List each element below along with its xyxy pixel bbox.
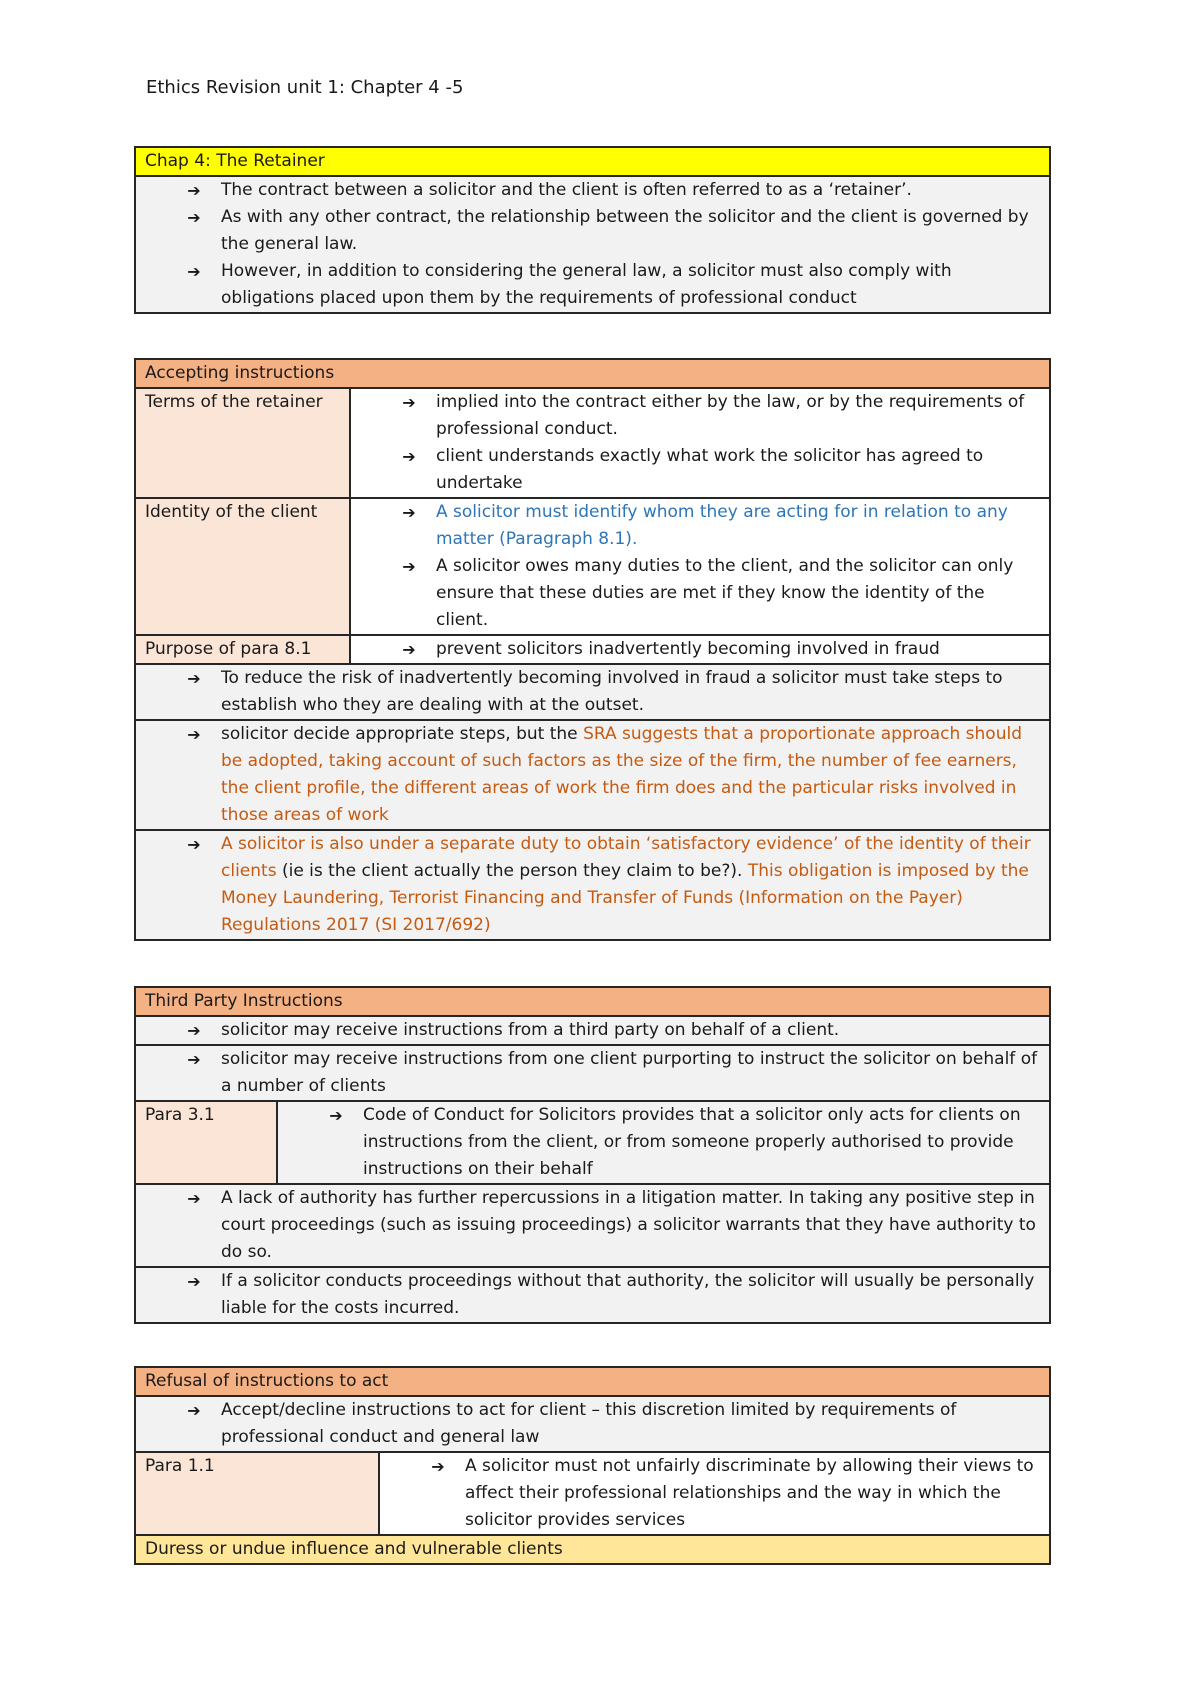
- arrow-icon: ➔: [187, 181, 201, 200]
- third-party-table: [134, 986, 1051, 1324]
- arrow-icon: ➔: [187, 835, 201, 854]
- terms-body: [350, 388, 1050, 498]
- para-1-1-body: [379, 1452, 1050, 1535]
- arrow-icon: ➔: [402, 503, 416, 522]
- third-party-heading: Third Party Instructions: [135, 987, 1050, 1016]
- third-party-row-4: [135, 1267, 1050, 1323]
- accepting-instructions-table: [134, 358, 1051, 941]
- list-item: ➔ However, in addition to considering the general law, a solicitor must also comply with obligations placed upon them by the requirements of professional conduct: [145, 258, 1040, 312]
- purpose-body: [350, 635, 1050, 664]
- retainer-body: [135, 176, 1050, 313]
- third-party-row-1: [135, 1016, 1050, 1045]
- accepting-heading: Accepting instructions: [135, 359, 1050, 388]
- list-item: ➔ client understands exactly what work the solicitor has agreed to undertake: [360, 443, 1040, 497]
- purpose-label: Purpose of para 8.1: [135, 635, 350, 664]
- arrow-icon: ➔: [402, 557, 416, 576]
- list-item: ➔ To reduce the risk of inadvertently becoming involved in fraud a solicitor must take steps to establish who they are dealing with at the outset.: [145, 665, 1040, 719]
- duress-heading: Duress or undue influence and vulnerable clients: [135, 1535, 1050, 1564]
- identity-label: Identity of the client: [135, 498, 350, 635]
- list-item: ➔ Code of Conduct for Solicitors provides that a solicitor only acts for clients on instructions from the client, or from someone properly authorised to provide instructions on their behalf: [287, 1102, 1040, 1183]
- list-item: ➔ solicitor may receive instructions from a third party on behalf of a client.: [145, 1017, 1040, 1044]
- retainer-table: [134, 146, 1051, 314]
- third-party-row-2: [135, 1045, 1050, 1101]
- steps-row: [135, 720, 1050, 830]
- evidence-row: [135, 830, 1050, 940]
- para-3-1-body: [277, 1101, 1050, 1184]
- list-item: ➔ solicitor decide appropriate steps, but the SRA suggests that a proportionate approach should be adopted, taking account of such factors as the size of the firm, the number of fee earners, the client profile, the different areas of work the firm does and the particular risks involved in those areas of work: [145, 721, 1040, 829]
- identity-body: [350, 498, 1050, 635]
- para-1-1-label: Para 1.1: [135, 1452, 379, 1535]
- arrow-icon: ➔: [187, 725, 201, 744]
- refusal-row-1: [135, 1396, 1050, 1452]
- arrow-icon: ➔: [402, 640, 416, 659]
- arrow-icon: ➔: [329, 1106, 343, 1125]
- third-party-row-3: [135, 1184, 1050, 1267]
- arrow-icon: ➔: [187, 1401, 201, 1420]
- refusal-table: [134, 1366, 1051, 1565]
- refusal-heading: Refusal of instructions to act: [135, 1367, 1050, 1396]
- page-title: Ethics Revision unit 1: Chapter 4 -5: [146, 77, 464, 98]
- arrow-icon: ➔: [187, 262, 201, 281]
- list-item: ➔ A solicitor owes many duties to the client, and the solicitor can only ensure that these duties are met if they know the identity of the client.: [360, 553, 1040, 634]
- list-item: ➔ implied into the contract either by the law, or by the requirements of professional conduct.: [360, 389, 1040, 443]
- arrow-icon: ➔: [431, 1457, 445, 1476]
- list-item: ➔ A solicitor must identify whom they are acting for in relation to any matter (Paragraph 8.1).: [360, 499, 1040, 553]
- list-item: ➔ A solicitor is also under a separate duty to obtain ‘satisfactory evidence’ of the identity of their clients (ie is the client actually the person they claim to be?). This obligation is imposed by the Money Laundering, Terrorist Financing and Transfer of Funds (Information on the Payer) Regulations 2017 (SI 2017/692): [145, 831, 1040, 939]
- list-item: ➔ Accept/decline instructions to act for client – this discretion limited by requirements of professional conduct and general law: [145, 1397, 1040, 1451]
- arrow-icon: ➔: [187, 1272, 201, 1291]
- arrow-icon: ➔: [187, 1189, 201, 1208]
- list-item: ➔ As with any other contract, the relationship between the solicitor and the client is governed by the general law.: [145, 204, 1040, 258]
- terms-label: Terms of the retainer: [135, 388, 350, 498]
- list-item: ➔ A lack of authority has further repercussions in a litigation matter. In taking any positive step in court proceedings (such as issuing proceedings) a solicitor warrants that they have authority to do so.: [145, 1185, 1040, 1266]
- arrow-icon: ➔: [187, 208, 201, 227]
- list-item: ➔ If a solicitor conducts proceedings without that authority, the solicitor will usually be personally liable for the costs incurred.: [145, 1268, 1040, 1322]
- arrow-icon: ➔: [187, 669, 201, 688]
- list-item: ➔ A solicitor must not unfairly discriminate by allowing their views to affect their professional relationships and the way in which the solicitor provides services: [389, 1453, 1040, 1534]
- list-item: ➔ The contract between a solicitor and the client is often referred to as a ‘retainer’.: [145, 177, 1040, 204]
- list-item: ➔ prevent solicitors inadvertently becoming involved in fraud: [360, 636, 1040, 663]
- arrow-icon: ➔: [187, 1050, 201, 1069]
- arrow-icon: ➔: [402, 393, 416, 412]
- list-item: ➔ solicitor may receive instructions from one client purporting to instruct the solicitor on behalf of a number of clients: [145, 1046, 1040, 1100]
- arrow-icon: ➔: [402, 447, 416, 466]
- retainer-heading: Chap 4: The Retainer: [135, 147, 1050, 176]
- arrow-icon: ➔: [187, 1021, 201, 1040]
- para-3-1-label: Para 3.1: [135, 1101, 277, 1184]
- risk-row: [135, 664, 1050, 720]
